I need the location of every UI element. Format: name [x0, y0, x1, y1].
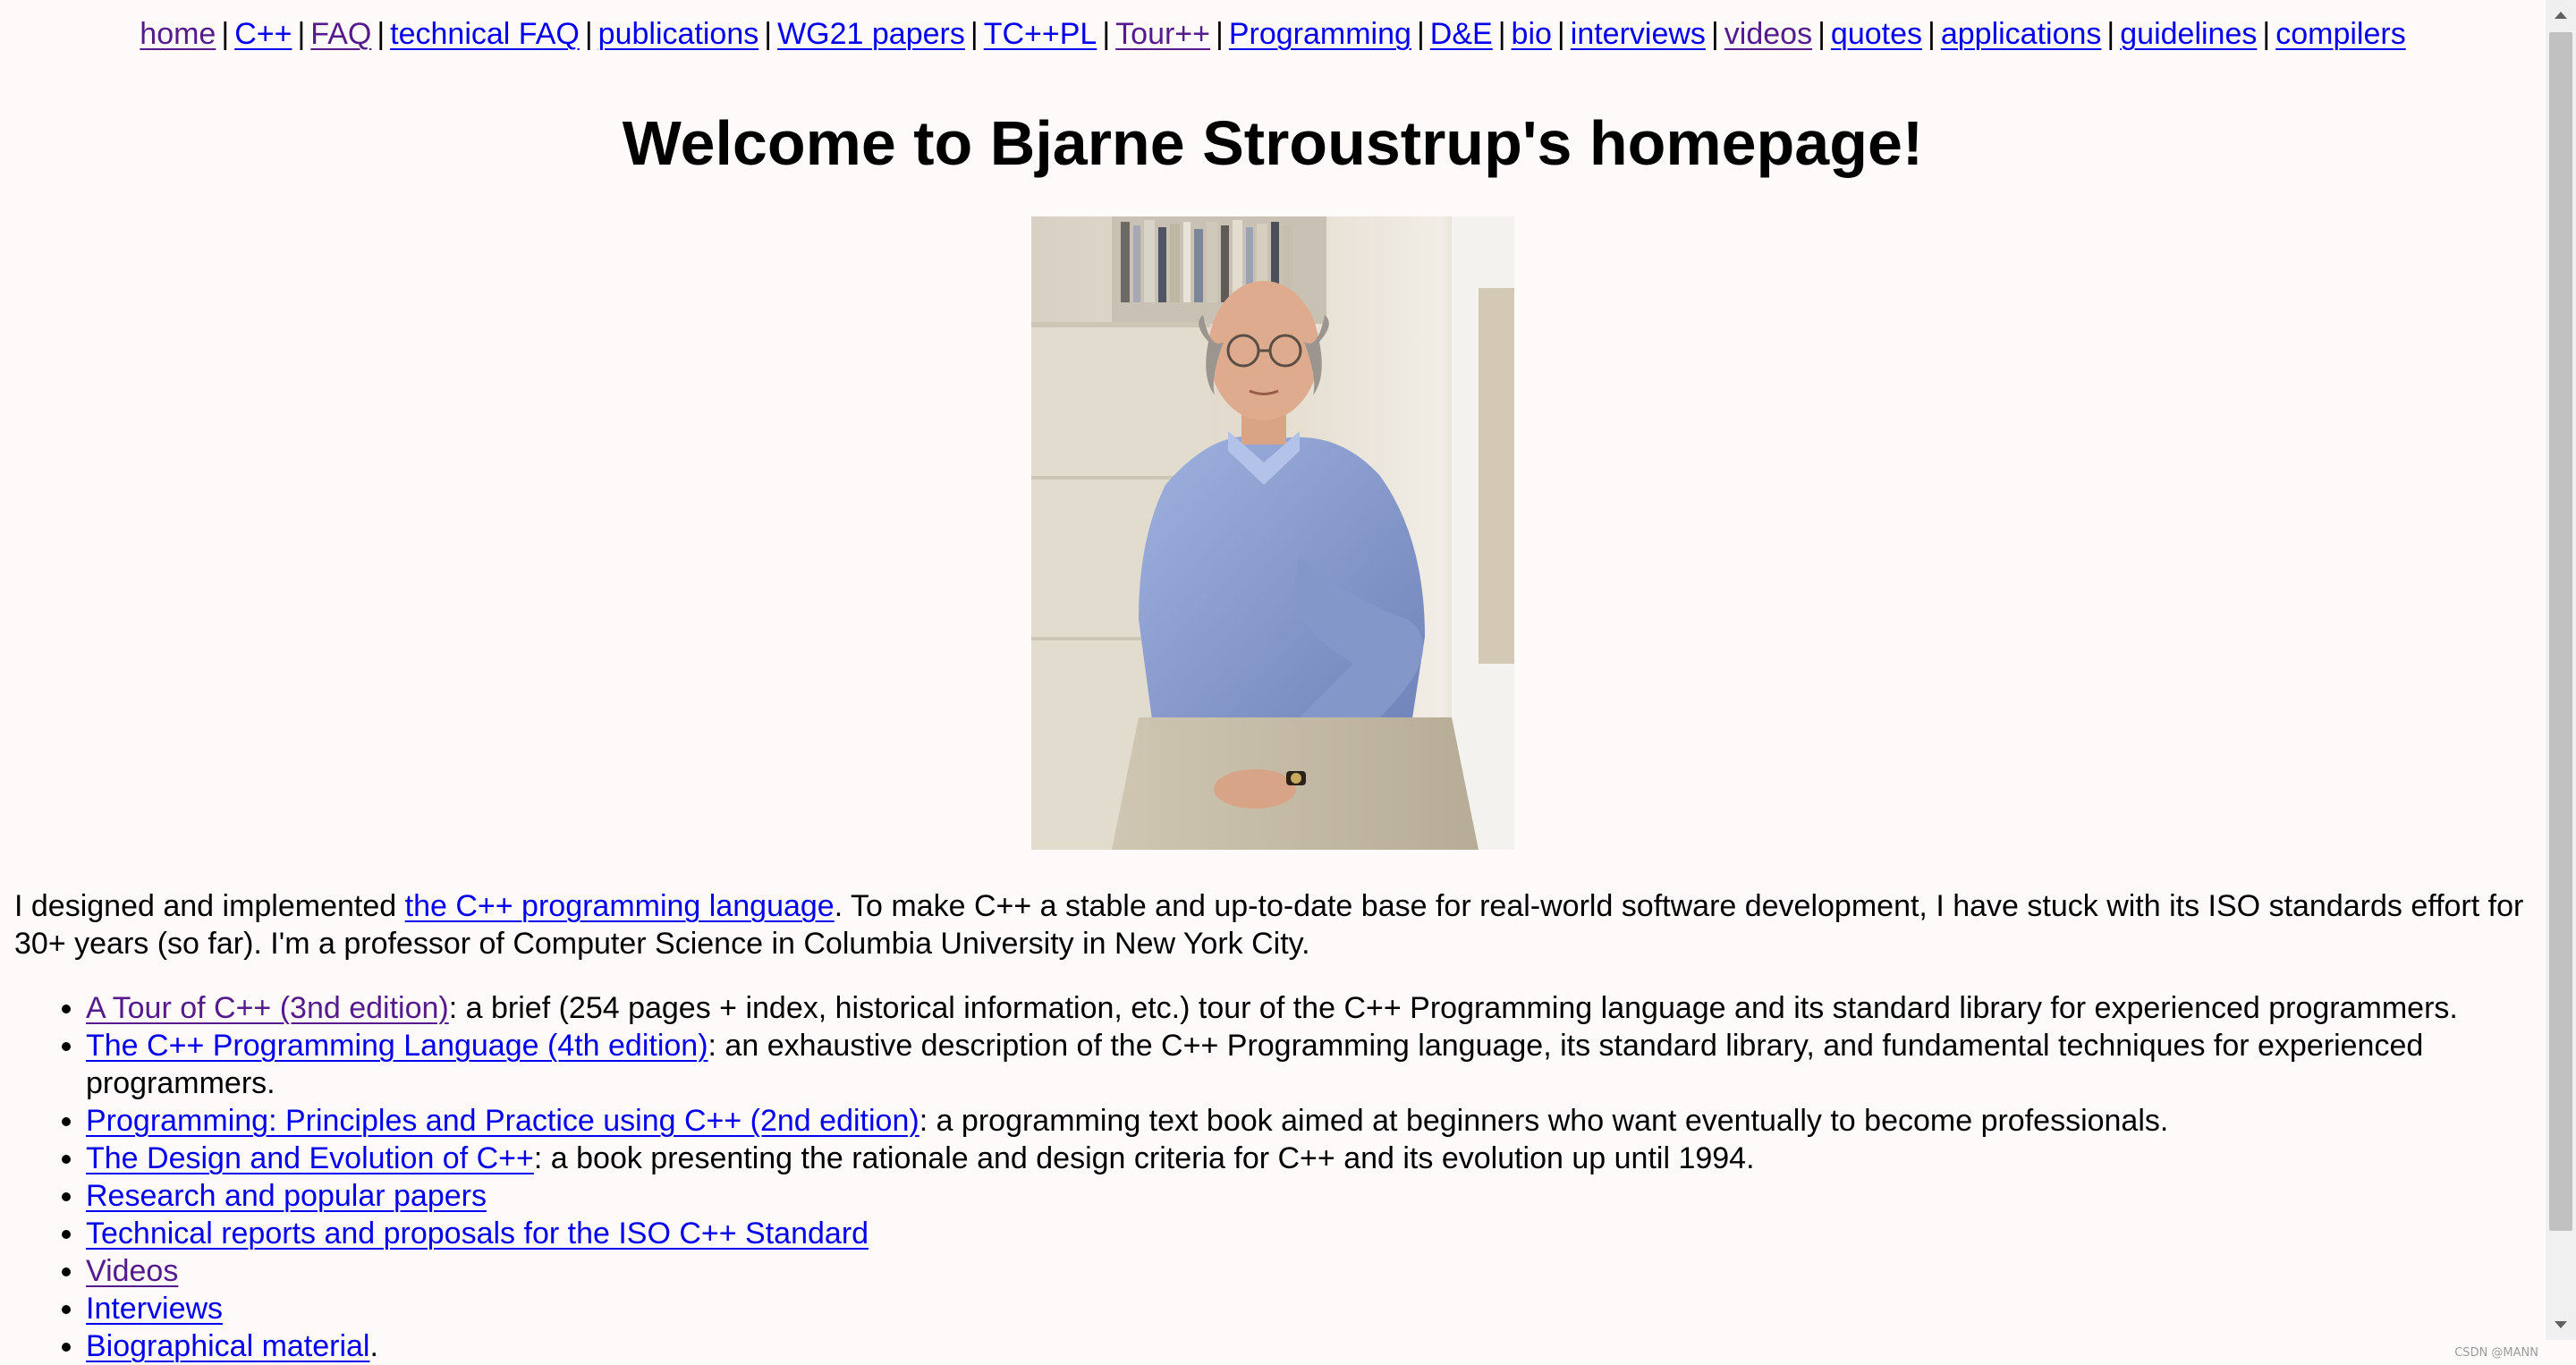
scroll-up-arrow-icon[interactable]: [2546, 0, 2576, 30]
nav-link-cpp[interactable]: C++: [234, 17, 292, 51]
list-item: [86, 1102, 2546, 1140]
intro-paragraph: [14, 887, 2528, 962]
ppp-2nd-link[interactable]: Programming: Principles and Practice using C++ (2nd edition): [86, 1104, 919, 1138]
list-item: [86, 1215, 2546, 1252]
nav-link-guidelines[interactable]: guidelines: [2120, 17, 2258, 51]
nav-link-tour[interactable]: Tour++: [1115, 17, 1211, 51]
nav-separator: |: [297, 17, 306, 51]
list-item: [86, 1290, 2546, 1327]
nav-separator: |: [970, 17, 979, 51]
watermark: CSDN @MANN: [2454, 1346, 2538, 1360]
nav-separator: |: [764, 17, 773, 51]
nav-link-wg21-papers[interactable]: WG21 papers: [777, 17, 965, 51]
nav-separator: |: [584, 17, 593, 51]
nav-link-de[interactable]: D&E: [1429, 17, 1493, 51]
list-item-description: : a programming text book aimed at beginners who want eventually to become professionals.: [919, 1104, 2169, 1138]
portrait-photo: [1031, 216, 1514, 850]
bio-material-link[interactable]: Biographical material: [86, 1329, 370, 1363]
intro-text-before: I designed and implemented: [14, 889, 405, 923]
page-title: Welcome to Bjarne Stroustrup's homepage!: [622, 108, 1924, 178]
list-item: [86, 1327, 2546, 1365]
list-item: [86, 1140, 2546, 1177]
nav-separator: |: [2106, 17, 2115, 51]
nav-link-faq[interactable]: FAQ: [310, 17, 372, 51]
design-evolution-link[interactable]: The Design and Evolution of C++: [86, 1141, 534, 1175]
list-item-description: .: [369, 1329, 378, 1363]
nav-separator: |: [221, 17, 230, 51]
nav-link-programming[interactable]: Programming: [1228, 17, 1411, 51]
list-item: [86, 1252, 2546, 1290]
nav-separator: |: [1497, 17, 1506, 51]
scrollbar-thumb[interactable]: [2549, 32, 2572, 1231]
nav-separator: |: [1556, 17, 1565, 51]
nav-separator: |: [1818, 17, 1826, 51]
nav-separator: |: [1216, 17, 1224, 51]
intro-text-after: . To make C++ a stable and up-to-date base for real-world software development, I have stuck with its ISO standards effort for 30+ years (so far). I'm a professor of Computer Science in Columbia University in New York City.: [14, 889, 2524, 961]
nav-link-videos[interactable]: videos: [1724, 17, 1813, 51]
nav-link-compilers[interactable]: compilers: [2275, 17, 2406, 51]
resources-list: [0, 989, 2546, 1365]
scroll-down-arrow-icon[interactable]: [2546, 1310, 2576, 1340]
nav-separator: |: [377, 17, 386, 51]
list-item: [86, 989, 2546, 1027]
tour-of-cpp-link[interactable]: A Tour of C++ (3nd edition): [86, 991, 449, 1025]
list-item: [86, 1027, 2546, 1102]
nav-link-bio[interactable]: bio: [1511, 17, 1552, 51]
nav-link-quotes[interactable]: quotes: [1830, 17, 1922, 51]
nav-separator: |: [1710, 17, 1719, 51]
top-nav: [0, 0, 2546, 52]
tcppl-4th-link[interactable]: The C++ Programming Language (4th edition): [86, 1029, 708, 1063]
list-item: [86, 1177, 2546, 1215]
list-item-description: : a book presenting the rationale and design criteria for C++ and its evolution up until 1994.: [533, 1141, 1755, 1175]
papers-link[interactable]: Research and popular papers: [86, 1179, 487, 1213]
nav-separator: |: [2262, 17, 2271, 51]
nav-separator: |: [1102, 17, 1111, 51]
interviews-link[interactable]: Interviews: [86, 1292, 224, 1326]
nav-link-publications[interactable]: publications: [597, 17, 759, 51]
iso-reports-link[interactable]: Technical reports and proposals for the ISO C++ Standard: [86, 1217, 869, 1251]
nav-separator: |: [1416, 17, 1425, 51]
nav-link-home[interactable]: home: [140, 17, 216, 51]
nav-link-technical-faq[interactable]: technical FAQ: [390, 17, 580, 51]
nav-separator: |: [1928, 17, 1936, 51]
portrait-illustration: [1031, 216, 1514, 850]
videos-link[interactable]: Videos: [86, 1254, 179, 1288]
nav-link-applications[interactable]: applications: [1940, 17, 2102, 51]
list-item-description: : an exhaustive description of the C++ Programming language, its standard library, and fundamental techniques for experienced programmers.: [86, 1029, 2424, 1100]
vertical-scrollbar[interactable]: [2546, 0, 2576, 1340]
list-item-description: : a brief (254 pages + index, historical information, etc.) tour of the C++ Programming language and its standard library for experienced programmers.: [448, 991, 2458, 1025]
nav-link-tcppl[interactable]: TC++PL: [983, 17, 1097, 51]
cpp-language-link[interactable]: the C++ programming language: [404, 889, 835, 923]
nav-link-interviews[interactable]: interviews: [1570, 17, 1706, 51]
